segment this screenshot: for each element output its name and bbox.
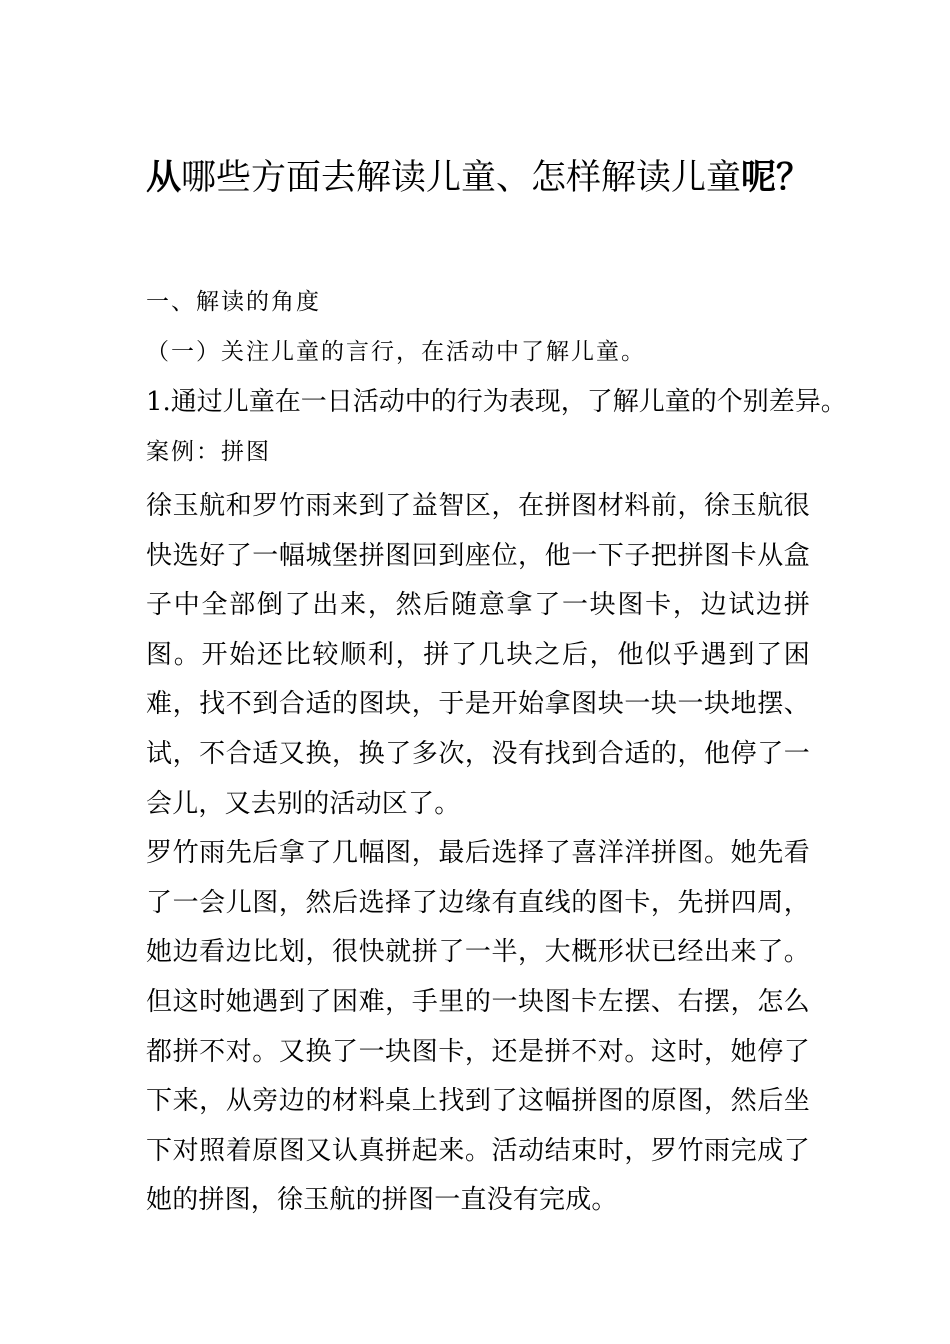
section-heading: 一、解读的角度 [146, 289, 321, 315]
title-main: 哪些方面去解读儿童、怎样解读儿童 [181, 158, 742, 198]
paragraph-2: 罗竹雨先后拿了几幅图，最后选择了喜洋洋拼图。她先看了一会儿图，然后选择了边缘有直线的图卡，先拼四周，她边看边比划，很快就拼了一半，大概形状已经出来了。但这时她遇到了困难，手里的一块图卡左摆、右摆，怎么都拼不对。又换了一块图卡，还是拼不对。这时，她停了下来，从旁边的材料桌上找到了这幅拼图的原图，然后坐下对照着原图又认真拼起来。活动结束时，罗竹雨完成了她的拼图，徐玉航的拼图一直没有完成。 [146, 838, 810, 1216]
subsection-heading: （一）关注儿童的言行，在活动中了解儿童。 [146, 339, 646, 365]
paragraph-1: 徐玉航和罗竹雨来到了益智区，在拼图材料前，徐玉航很快选好了一幅城堡拼图回到座位，他一下子把拼图卡从盒子中全部倒了出来，然后随意拿了一块图卡，边试边拼图。开始还比较顺利，拼了几块之后，他似乎遇到了困难，找不到合适的图块，于是开始拿图块一块一块地摆、试，不合适又换，换了多次，没有找到合适的，他停了一会儿，又去别的活动区了。 [146, 491, 810, 819]
document-title [146, 152, 826, 204]
point-1: 1.通过儿童在一日活动中的行为表现，了解儿童的个别差异。 [146, 387, 847, 417]
title-lead: 从 [146, 157, 182, 198]
case-label: 案例：拼图 [146, 439, 271, 465]
title-tail: 呢？ [741, 157, 812, 198]
case-body [146, 482, 810, 1226]
